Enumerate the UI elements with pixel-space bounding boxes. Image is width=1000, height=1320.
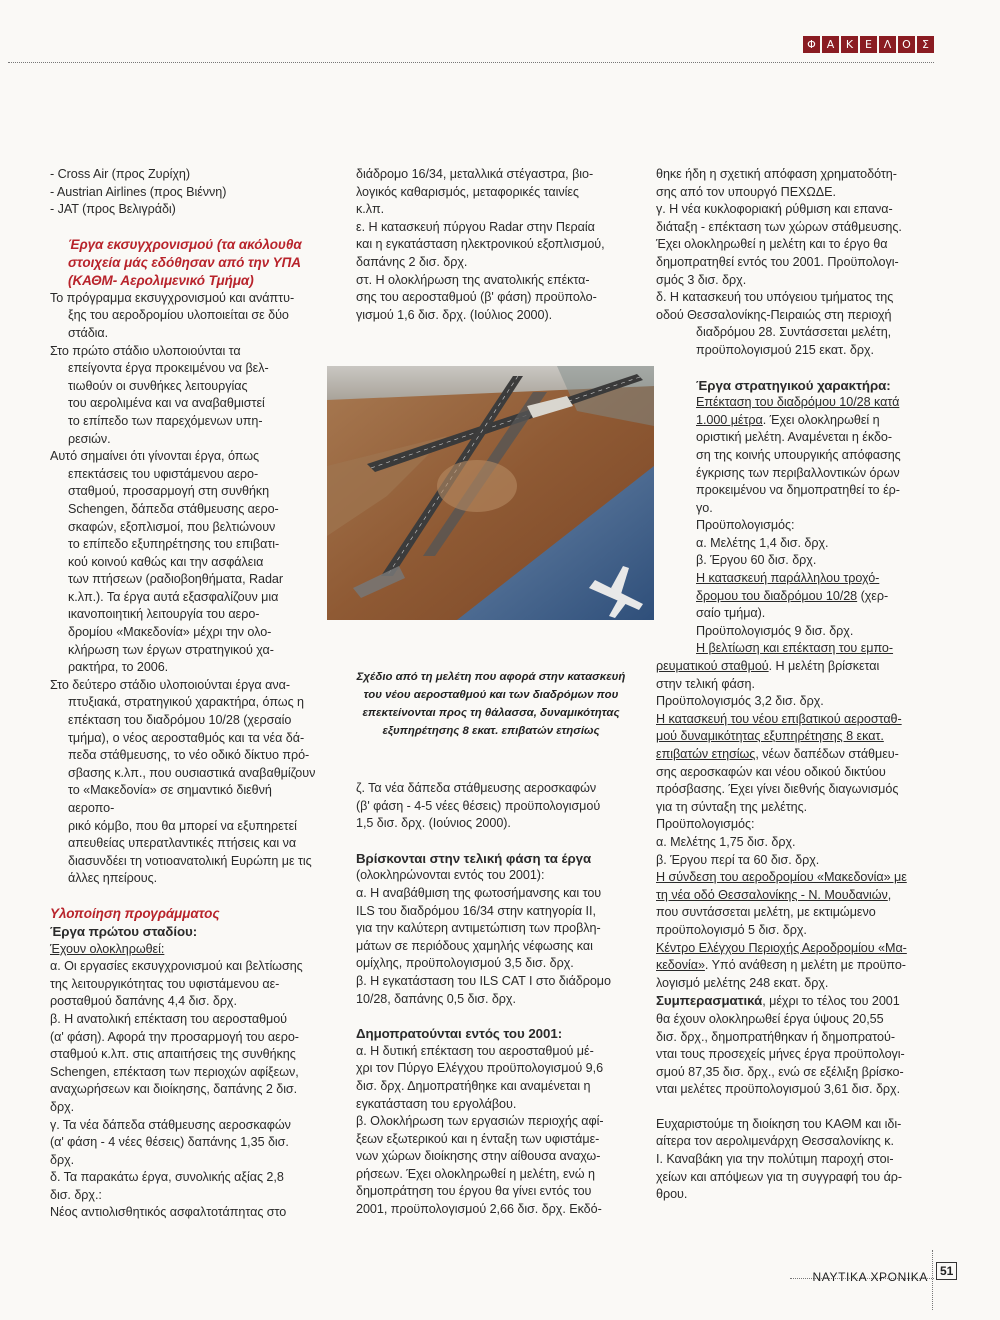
- section-label-foldr: [803, 36, 934, 53]
- conclusion: Συμπερασματικά, μέχρι το τέλος του 2001: [656, 993, 900, 1009]
- header-divider: [8, 62, 934, 63]
- paragraph: Το πρόγραμμα εκσυγχρονισμού και ανάπτυ- ξης του αεροδρομίου υλοποιείται σε δύο στάδια.: [50, 290, 295, 340]
- section-letter: Κ: [841, 36, 858, 53]
- project-item: δρομου του διαδρόμου 10/28 (χερ-: [696, 588, 889, 603]
- airline-item: - Austrian Airlines (προς Βιέννη): [50, 184, 227, 199]
- section-heading-implementation: Υλοποίηση προγράμματος: [50, 905, 220, 921]
- airline-list: [50, 166, 320, 219]
- section-letter: Σ: [917, 36, 934, 53]
- paragraph: (ολοκληρώνονται εντός του 2001): α. Η αναβάθμιση της φωτοσήμανσης και του ILS του διαδρόμου 16/34 στην κατηγορία ΙΙ, για την καλύτερη αντιμετώπιση των προβλη- μάτων σε περιόδους χαμηλής νέφωσης και ομίχλης, προϋπολογισμού 3,5 δισ. δρχ. β. Η εγκατάσταση του ILS CAT I στο διάδρομο 10/28, δαπάνης 0,5 δισ. δρχ.: [356, 868, 611, 1006]
- paragraph: ρευματικού σταθμού. Η μελέτη βρίσκεται στην τελική φάση. Προϋπολογισμός 3,2 δισ. δρχ. Η κατασκευή του νέου επιβατικού αεροσταθ- μού δυναμικότητας εξυπηρέτησης 8 εκατ. επιβατών ετησίως, νέων δαπέδων στάθμευ- σης αεροσκαφών και νέου οδικού δικτύου πρόσβασης. Έχει γίνει διεθνής διαγωνισμός για τη σύνταξη της μελέτης. Προϋπολογισμός: α. Μελέτης 1,75 δισ. δρχ. β. Έργου περί τα 60 δισ. δρχ. Η σύνδεση του αεροδρομίου «Μακεδονία» με τη νέα οδό Θεσσαλονίκης - Ν. Μουδανιών, που συντάσσεται μελέτη, με εκτιμώμενο προϋπολογισμό 5 δισ. δρχ. Κέντρο Ελέγχου Περιοχής Αεροδρομίου «Μα- κεδονία». Υπό ανάθεση η μελέτη με προϋπο- λογισμό μελέτης 248 εκατ. δρχ. Συμπερασματικά, μέχρι το τέλος του 2001 θα έχουν ολοκληρωθεί έργα ύψους 20,55 δισ. δρχ., δημοπρατήθηκαν ή δημοπρατού- νται τους προσεχείς μήνες έργα προϋπολογι- σμού 87,35 δισ. δρχ., ενώ σε εξέλιξη βρίσκο- νται μελέτες προϋπολογισμού 3,61 δισ. δρχ.: [656, 658, 932, 1099]
- section-letter: Φ: [803, 36, 820, 53]
- section-letter: Ε: [860, 36, 877, 53]
- project-item: Κέντρο Ελέγχου Περιοχής Αεροδρομίου «Μα-: [656, 940, 907, 955]
- airline-item: - Cross Air (προς Ζυρίχη): [50, 167, 190, 181]
- page-number: 51: [936, 1262, 957, 1280]
- project-item: 1.000 μέτρα. Έχει ολοκληρωθεί η: [696, 412, 880, 427]
- paragraph: α. Η δυτική επέκταση του αεροσταθμού μέ- χρι τον Πύργο Ελέγχου προϋπολογισμού 9,6 δισ. δρχ. Δημοπρατήθηκε και αναμένεται η εγκατάσταση του εργολάβου. β. Ολοκλήρωση των εργασιών περιοχής αφί- ξεων εξωτερικού και η ένταξη των υφιστάμε- νων χώρων διοίκησης στην αίθουσα αναχω- ρήσεων. Έχει ολοκληρωθεί η μελέτη, ενώ η δημοπράτηση του έργου θα γίνει εντός του 2001, προϋπολογισμού 2,66 δισ. δρχ. Εκδό-: [356, 1043, 604, 1217]
- section-letter: Λ: [879, 36, 896, 53]
- photo-caption: Σχέδιο από τη μελέτη που αφορά στην κατασκευή του νέου αεροσταθμού και των διαδρόμων που επεκτείνονται προς τη θάλασσα, δυναμικότητας εξυπηρέτησης 8 εκατ. επιβατών ετησίως: [356, 671, 626, 737]
- paragraph: Αυτό σημαίνει ότι γίνονται έργα, όπως επεκτάσεις του υφιστάμενου αερο- σταθμού, προσαρμογή στη συνθήκη Schengen, δάπεδα στάθμευσης αερο- σκαφών, εξοπλισμοί, που βελτιώνουν το επίπεδο εξυπηρέτησης του επιβατι- κού κοινού καθώς και την ασφάλεια των πτήσεων (ραδιοβοηθήματα, Radar κ.λπ.). Τα έργα αυτά εξασφαλίζουν μια ικανοποιητική λειτουργία του αερο- δρομίου «Μακεδονία» μέχρι την ολο- κλήρωση των έργων στρατηγικού χα- ρακτήρα, το 2006.: [50, 449, 284, 675]
- text-column-2: [356, 166, 646, 324]
- paragraph: Στο πρώτο στάδιο υλοποιούνται τα επείγοντα έργα προκειμένου να βελ- τιωθούν οι συνθήκες λειτουργίας του αερολιμένα και να αναβαθμιστεί το επίπεδο των παρεχόμενων υπη- ρεσιών.: [50, 343, 269, 446]
- subheading-strategic: Έργα στρατηγικού χαρακτήρα:: [696, 377, 891, 393]
- section-letter: Α: [822, 36, 839, 53]
- project-item: Η κατασκευή παράλληλου τροχό-: [696, 571, 880, 586]
- section-heading-modernization: Έργα εκσυγχρονισμού (τα ακόλουθα στοιχεία μάς εδόθησαν από την ΥΠΑ (ΚΑΘΜ- Αερολιμενικό Τμήμα): [68, 236, 302, 288]
- project-item: Η σύνδεση του αεροδρομίου «Μακεδονία» με: [656, 870, 907, 885]
- project-item: Επέκταση του διαδρόμου 10/28 κατά: [696, 395, 900, 410]
- airport-aerial-photo: [327, 366, 654, 620]
- acknowledgement: Ευχαριστούμε τη διοίκηση του ΚΑΘΜ και ιδι- αίτερα τον αερολιμενάρχη Θεσσαλονίκης κ. Ι. Καναβάκη για την πολύτιμη παροχή στοι- χείων και απόψεων για τη συγγραφή του άρ- θρου.: [656, 1116, 903, 1202]
- section-letter: Ο: [898, 36, 915, 53]
- paragraph: α. Οι εργασίες εκσυγχρονισμού και βελτίωσης της λειτουργικότητας του υφιστάμενου αε- ροσταθμού δαπάνης 4,4 δισ. δρχ. β. Η ανατολική επέκταση του αεροσταθμού (α' φάση). Αφορά την προσαρμογή του αερο- σταθμού κ.λπ. στις απαιτήσεις της συνθήκης Schengen, επέκταση των περιοχών αφίξεων, αναχωρήσεων και διοίκησης, δαπάνης 2 δισ. δρχ. γ. Τα νέα δάπεδα στάθμευσης αεροσκαφών (α' φάση - 4 νέες θέσεις) δαπάνης 1,35 δισ. δρχ. δ. Τα παρακάτω έργα, συνολικής αξίας 2,8 δισ. δρχ.: Νέος αντιολισθητικός ασφαλτοτάπητας στο: [50, 959, 303, 1220]
- subheading-tendered: Δημοπρατούνται εντός του 2001:: [356, 1026, 563, 1042]
- project-item: Η κατασκευή του νέου επιβατικού αεροσταθ-: [656, 711, 902, 726]
- paragraph: Στο δεύτερο στάδιο υλοποιούνται έργα ανα- πτυξιακά, στρατηγικού χαρακτήρα, όπως η επέκταση του διαδρόμου 10/28 (χερσαίο τμήμα), ο νέος αεροσταθμός και τα νέα δά- πεδα στάθμευσης, το νέο οδικό δίκτυο πρό- σβασης κ.λπ., που ουσιαστικά αναβαθμίζουν το «Μακεδονία» σε σημαντικό διεθνή αεροπο- ρικό κόμβο, που θα μπορεί να εξυπηρετεί απευθείας υπερατλαντικές πτήσεις και να διασυνδέει τη νοτιοανατολική Ευρώπη με τις άλλες ηπείρους.: [50, 677, 316, 886]
- subheading-final-phase: Βρίσκονται στην τελική φάση τα έργα: [356, 850, 592, 866]
- text-column-1: [50, 166, 320, 1222]
- magazine-name: ΝΑΥΤΙΚΑ ΧΡΟΝΙΚΑ: [812, 1270, 928, 1284]
- paragraph: διάδρομο 16/34, μεταλλικά στέγαστρα, βιο- λογικός καθαρισμός, μεταφορικές ταινίες κ.λπ. ε. Η κατασκευή πύργου Radar στην Περαία και η εγκατάσταση ηλεκτρονικού εξοπλισμού, δαπάνης 2 δισ. δρχ. στ. Η ολοκλήρωση της ανατολικής επέκτα- σης του αεροσταθμού (β' φάση) προϋπολο- γισμού 1,6 δισ. δρχ. (Ιούλιος 2000).: [356, 167, 605, 322]
- paragraph: ζ. Τα νέα δάπεδα στάθμευσης αεροσκαφών (β' φάση - 4-5 νέες θέσεις) προϋπολογισμού 1,5 δισ. δρχ. (Ιούνιος 2000).: [356, 781, 601, 831]
- footer-vertical-divider: [932, 1250, 933, 1310]
- subheading-first-stage: Έργα πρώτου σταδίου:: [50, 923, 198, 939]
- airline-item: - JAT (προς Βελιγράδι): [50, 202, 176, 217]
- project-item: Η βελτίωση και επέκταση του εμπο-: [696, 641, 894, 656]
- paragraph-indented: διαδρόμου 28. Συντάσσεται μελέτη, προϋπολογισμού 215 εκατ. δρχ.: [696, 325, 892, 357]
- paragraph: θηκε ήδη η σχετική απόφαση χρηματοδότη- σης από τον υπουργό ΠΕΧΩΔΕ. γ. Η νέα κυκλοφοριακή ρύθμιση και επανα- διάταξη - επέκταση των χώρων στάθμευσης. Έχει ολοκληρωθεί η μελέτη και το έργο θα δημοπρατηθεί εντός του 2001. Προϋπολογι- σμός 3 δισ. δρχ. δ. Η κατασκευή του υπόγειου τμήματος της οδού Θεσσαλονίκης-Πειραιώς στη περιοχή: [656, 167, 902, 322]
- text-column-2-lower: [356, 780, 646, 1219]
- subheading-completed: Έχουν ολοκληρωθεί:: [50, 941, 165, 956]
- text-column-3: θηκε ήδη η σχετική απόφαση χρηματοδότη- σης από τον υπουργό ΠΕΧΩΔΕ. γ. Η νέα κυκλοφοριακή ρύθμιση και επανα- διάταξη - επέκταση των χώρων στάθμευσης. Έχει ολοκληρωθεί η μελέτη και το έργο θα δημοπρατηθεί εντός του 2001. Προϋπολογι- σμός 3 δισ. δρχ. δ. Η κατασκευή του υπόγειου τμήματος της οδού Θεσσαλονίκης-Πειραιώς στη περιοχή διαδρόμου 28. Συντάσσεται μελέτη, προϋπολογισμού 215 εκατ. δρχ. Έργα στρατηγικού χαρακτήρα: Επέκταση του διαδρόμου 10/28 κατά 1.000 μέτρα. Έχει ολοκληρωθεί η οριστική μελέτη. Αναμένεται η έκδο- ση της κοινής υπουργικής απόφασης έγκρισης των περιβαλλοντικών όρων προκειμένου να δημοπρατηθεί το έρ- γο. Προϋπολογισμός: α. Μελέτης 1,4 δισ. δρχ. β. Έργου 60 δισ. δρχ. Η κατασκευή παράλληλου τροχό- δρομου του διαδρόμου 10/28 (χερ- σαίο τμήμα). Προϋπολογισμός 9 δισ. δρχ. Η βελτίωση και επέκταση του εμπο- ρευματικού σταθμού. Η μελέτη βρίσκεται στην τελική φάση. Προϋπολογισμός 3,2 δισ. δρχ. Η κατασκευή του νέου επιβατικού αεροσταθ- μού δυναμικότητας εξυπηρέτησης 8 εκατ. επιβατών ετησίως, νέων δαπέδων στάθμευ- σης αεροσκαφών και νέου οδικού δικτύου πρόσβασης. Έχει γίνει διεθνής διαγωνισμός για τη σύνταξη της μελέτης. Προϋπολογισμός: α. Μελέτης 1,75 δισ. δρχ. β. Έργου περί τα 60 δισ. δρχ. Η σύνδεση του αεροδρομίου «Μακεδονία» με τη νέα οδό Θεσσαλονίκης - Ν. Μουδανιών, που συντάσσεται μελέτη, με εκτιμώμενο προϋπολογισμό 5 δισ. δρχ. Κέντρο Ελέγχου Περιοχής Αεροδρομίου «Μα- κεδονία». Υπό ανάθεση η μελέτη με προϋπο- λογισμό μελέτης 248 εκατ. δρχ. Συμπερασματικά, μέχρι το τέλος του 2001 θα έχουν ολοκληρωθεί έργα ύψους 20,55 δισ. δρχ., δημοπρατήθηκαν ή δημοπρατού- νται τους προσεχείς μήνες έργα προϋπολογι- σμού 87,35 δισ. δρχ., ενώ σε εξέλιξη βρίσκο- νται μελέτες προϋπολογισμού 3,61 δισ. δρχ. Ευχαριστούμε τη διοίκηση του ΚΑΘΜ και ιδι- αίτερα τον αερολιμενάρχη Θεσσαλονίκης κ. Ι. Καναβάκη για την πολύτιμη παροχή στοι- χείων και απόψεων για τη συγγραφή του άρ- θρου.: [656, 166, 932, 1204]
